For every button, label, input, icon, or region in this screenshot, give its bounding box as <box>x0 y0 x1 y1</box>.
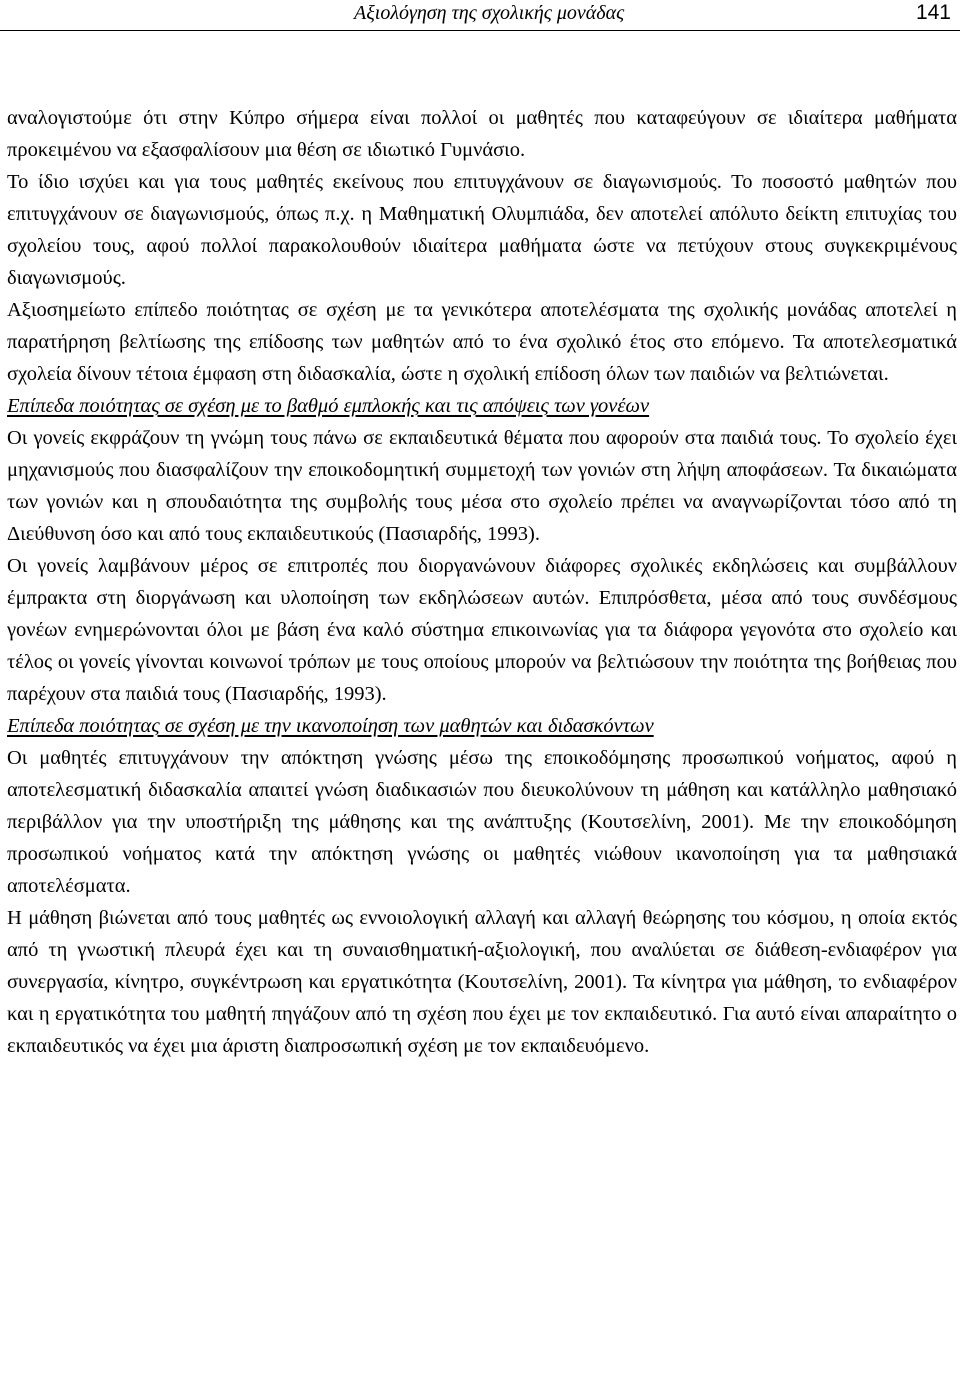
paragraph-continuation: αναλογιστούμε ότι στην Κύπρο σήμερα είναι πολλοί οι μαθητές που καταφεύγουν σε ιδιαίτερα μαθήματα προκειμένου να εξασφαλίσουν μια θέση σε ιδιωτικό Γυμνάσιο. <box>7 107 957 161</box>
paragraph-parents-opinion: Οι γονείς εκφράζουν τη γνώμη τους πάνω σε εκπαιδευτικά θέματα που αφορούν στα παιδιά τους. Το σχολείο έχει μηχανισμούς που διασφαλίζουν την εποικοδομητική συμμετοχή των γονιών στη λήψη αποφάσεων. Τα δικαιώματα των γονιών και η σπουδαιότητα της συμβολής τους μέσα στο σχολείο πρέπει να αναγνωρίζονται τόσο από τη Διεύθυνση όσο και από τους εκπαιδευτικούς (Πασιαρδής, 1993). <box>7 427 957 545</box>
paragraph-improvement: Αξιοσημείωτο επίπεδο ποιότητας σε σχέση με τα γενικότερα αποτελέσματα της σχολικής μονάδας αποτελεί η παρατήρηση βελτίωσης της επίδοσης των μαθητών από το ένα σχολικό έτος στο επόμενο. Τα αποτελεσματικά σχολεία δίνουν τέτοια έμφαση στη διδασκαλία, ώστε η σχολική επίδοση όλων των παιδιών να βελτιώνεται. <box>7 299 957 385</box>
paragraph-parents-committees: Οι γονείς λαμβάνουν μέρος σε επιτροπές που διοργανώνουν διάφορες σχολικές εκδηλώσεις και συμβάλλουν έμπρακτα στη διοργάνωση και υλοποίηση των εκδηλώσεων αυτών. Επιπρόσθετα, μέσα από τους συνδέσμους γονέων ενημερώνονται όλοι με βάση ένα καλό σύστημα επικοινωνίας για τα διάφορα γεγονότα στο σχολείο και τέλος οι γονείς γίνονται κοινωνοί τρόπων με τους οποίους μπορούν να βελτιώσουν την ποιότητα της βοήθειας που παρέχουν στα παιδιά τους (Πασιαρδής, 1993). <box>7 555 957 705</box>
paragraph-knowledge-construction: Οι μαθητές επιτυγχάνουν την απόκτηση γνώσης μέσω της εποικοδόμησης προσωπικού νοήματος, αφού η αποτελεσματική διδασκαλία απαιτεί γνώση διαδικασιών που διευκολύνουν τη μάθηση και κατάλληλο μαθησιακό περιβάλλον για την υποστήριξη της μάθησης και της ανάπτυξης (Κουτσελίνη, 2001). Με την εποικοδόμηση προσωπικού νοήματος κατά την απόκτηση γνώσης οι μαθητές νιώθουν ικανοποίηση για τα μαθησιακά αποτελέσματα. <box>7 747 957 897</box>
section-heading-satisfaction: Επίπεδα ποιότητας σε σχέση με την ικανοποίηση των μαθητών και διδασκόντων <box>7 715 654 737</box>
running-header <box>0 0 960 31</box>
paragraph-learning-experience: Η μάθηση βιώνεται από τους μαθητές ως εννοιολογική αλλαγή και αλλαγή θεώρησης του κόσμου, η οποία εκτός από τη γνωστική πλευρά έχει και τη συναισθηματική-αξιολογική, που αναλύεται σε διάθεση-ενδιαφέρον για συνεργασία, κίνητρο, συγκέντρωση και εργατικότητα (Κουτσελίνη, 2001). Τα κίνητρα για μάθηση, το ενδιαφέρον και η εργατικότητα του μαθητή πηγάζουν από τη σχέση που έχει με τον εκπαιδευτικό. Για αυτό είναι απαραίτητο ο εκπαιδευτικός να έχει μια άριστη διαπροσωπική σχέση με τον εκπαιδευόμενο. <box>7 907 957 1057</box>
page-body <box>7 102 957 1062</box>
section-heading-parents: Επίπεδα ποιότητας σε σχέση με το βαθμό εμπλοκής και τις απόψεις των γονέων <box>7 395 650 417</box>
page-number: 141 <box>915 1 951 24</box>
header-title: Αξιολόγηση της σχολικής μονάδας <box>354 2 625 24</box>
paragraph-competitions: Το ίδιο ισχύει και για τους μαθητές εκείνους που επιτυγχάνουν σε διαγωνισμούς. Το ποσοστό μαθητών που επιτυγχάνουν σε διαγωνισμούς, όπως π.χ. η Μαθηματική Ολυμπιάδα, δεν αποτελεί απόλυτο δείκτη επιτυχίας του σχολείου τους, αφού πολλοί παρακολουθούν ιδιαίτερα μαθήματα ώστε να πετύχουν στους συγκεκριμένους διαγωνισμούς. <box>7 171 957 289</box>
